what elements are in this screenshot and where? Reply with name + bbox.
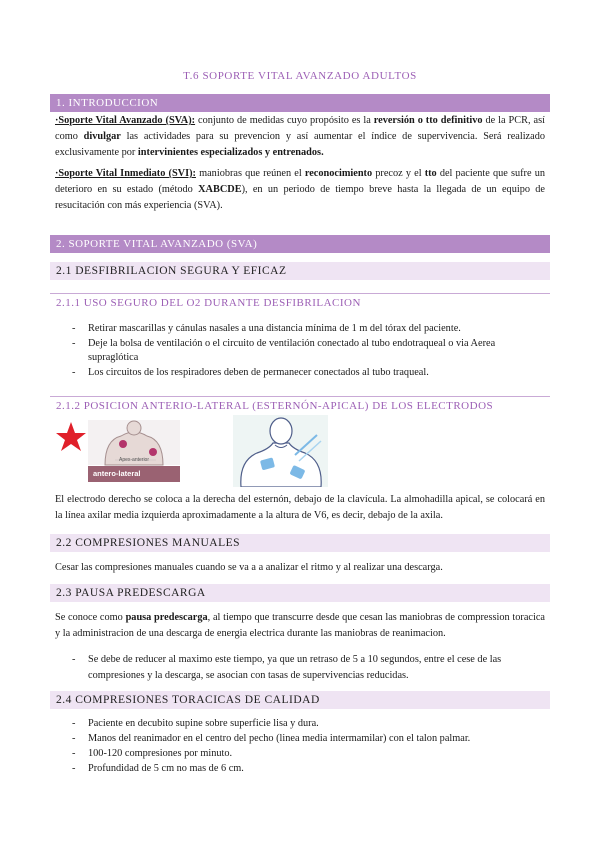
torso-pads-illustration bbox=[233, 415, 328, 487]
subsection-heading-compresiones-manuales: 2.2 COMPRESIONES MANUALES bbox=[50, 534, 550, 552]
paragraph-pausa-predescarga: Se conoce como pausa predescarga, al tiempo que transcurre desde que cesan las maniobras de compression toracica y la administracion de una descarga de energia electrica durante las maniobras de reanimacion. bbox=[55, 612, 545, 639]
list-item: - Manos del reanimador en el centro del pecho (linea media intermamilar) con el talon palmar. bbox=[55, 732, 545, 746]
list-item: - Se debe de reducer al maximo este tiempo, ya que un retraso de 5 a 10 segundos, entre el cese de las compresiones y la descarga, se asocian con tasas de supervivencias reducidas. bbox=[55, 652, 545, 684]
list-compresiones-calidad bbox=[55, 717, 545, 777]
list-pausa-predescarga bbox=[55, 652, 545, 685]
figure-caption-small: Apex-anterior bbox=[118, 457, 149, 463]
subsubsection-heading-electrodos: 2.1.2 POSICION ANTERIO-LATERAL (ESTERNÓN-APICAL) DE LOS ELECTRODOS bbox=[56, 400, 494, 412]
electrode-position-figure bbox=[55, 420, 180, 482]
red-star-icon bbox=[56, 422, 86, 451]
subsection-heading-compresiones-calidad: 2.4 COMPRESIONES TORACICAS DE CALIDAD bbox=[50, 691, 550, 709]
section-heading-sva: 2. SOPORTE VITAL AVANZADO (SVA) bbox=[50, 235, 550, 253]
figure-caption-bar: antero-lateral bbox=[93, 469, 141, 478]
divider-rule bbox=[50, 396, 550, 397]
list-o2-safety bbox=[55, 322, 545, 381]
list-item: - 100-120 compresiones por minuto. bbox=[55, 747, 545, 761]
paragraph-svi-definition: ·Soporte Vital Inmediato (SVI): maniobras que reúnen el reconocimiento precoz y el tto del paciente que sufre un deterioro en su estado (método XABCDE), en un periodo de tiempo breve hasta la llegada de un equipo de resucitación con más experiencia (SVA). bbox=[55, 168, 546, 211]
list-item: - Deje la bolsa de ventilación o el circuito de ventilación conectado al tubo endotraqueal o via Aerea supraglótica bbox=[55, 337, 545, 365]
subsubsection-heading-o2: 2.1.1 USO SEGURO DEL O2 DURANTE DESFIBRILACION bbox=[56, 297, 361, 309]
divider-rule bbox=[50, 293, 550, 294]
paragraph-sva-definition: ·Soporte Vital Avanzado (SVA): conjunto de medidas cuyo propósito es la reversión o tto definitivo de la PCR, así como divulgar las actividades para su prevencion y así aumentar el índice de supervivencia. Será realizado exclusivamente por intervinientes especializados y entrenados. bbox=[55, 115, 545, 158]
list-item: - Retirar mascarillas y cánulas nasales a una distancia mínima de 1 m del tórax del paciente. bbox=[55, 322, 545, 336]
paragraph-electrode-placement: El electrodo derecho se coloca a la derecha del esternón, debajo de la clavícula. La almohadilla apical, se colocará en la línea axilar media izquierda aproximadamente a la altura de V6, es decir, debajo de la axila. bbox=[55, 494, 545, 521]
electrode-pads-figure bbox=[233, 415, 328, 487]
list-item: - Los circuitos de los respiradores deben de permanecer conectados al tubo traqueal. bbox=[55, 366, 545, 380]
subsection-heading-desfibrilacion: 2.1 DESFIBRILACION SEGURA Y EFICAZ bbox=[50, 262, 550, 280]
list-item: - Profundidad de 5 cm no mas de 6 cm. bbox=[55, 762, 545, 776]
document-title: T.6 SOPORTE VITAL AVANZADO ADULTOS bbox=[183, 70, 417, 82]
subsection-heading-pausa-predescarga: 2.3 PAUSA PREDESCARGA bbox=[50, 584, 550, 602]
section-heading-introduccion: 1. INTRODUCCION bbox=[50, 94, 550, 112]
paragraph-compresiones-manuales: Cesar las compresiones manuales cuando se va a a analizar el ritmo y al realizar una descarga. bbox=[55, 562, 443, 573]
list-item: - Paciente en decubito supine sobre superficie lisa y dura. bbox=[55, 717, 545, 731]
